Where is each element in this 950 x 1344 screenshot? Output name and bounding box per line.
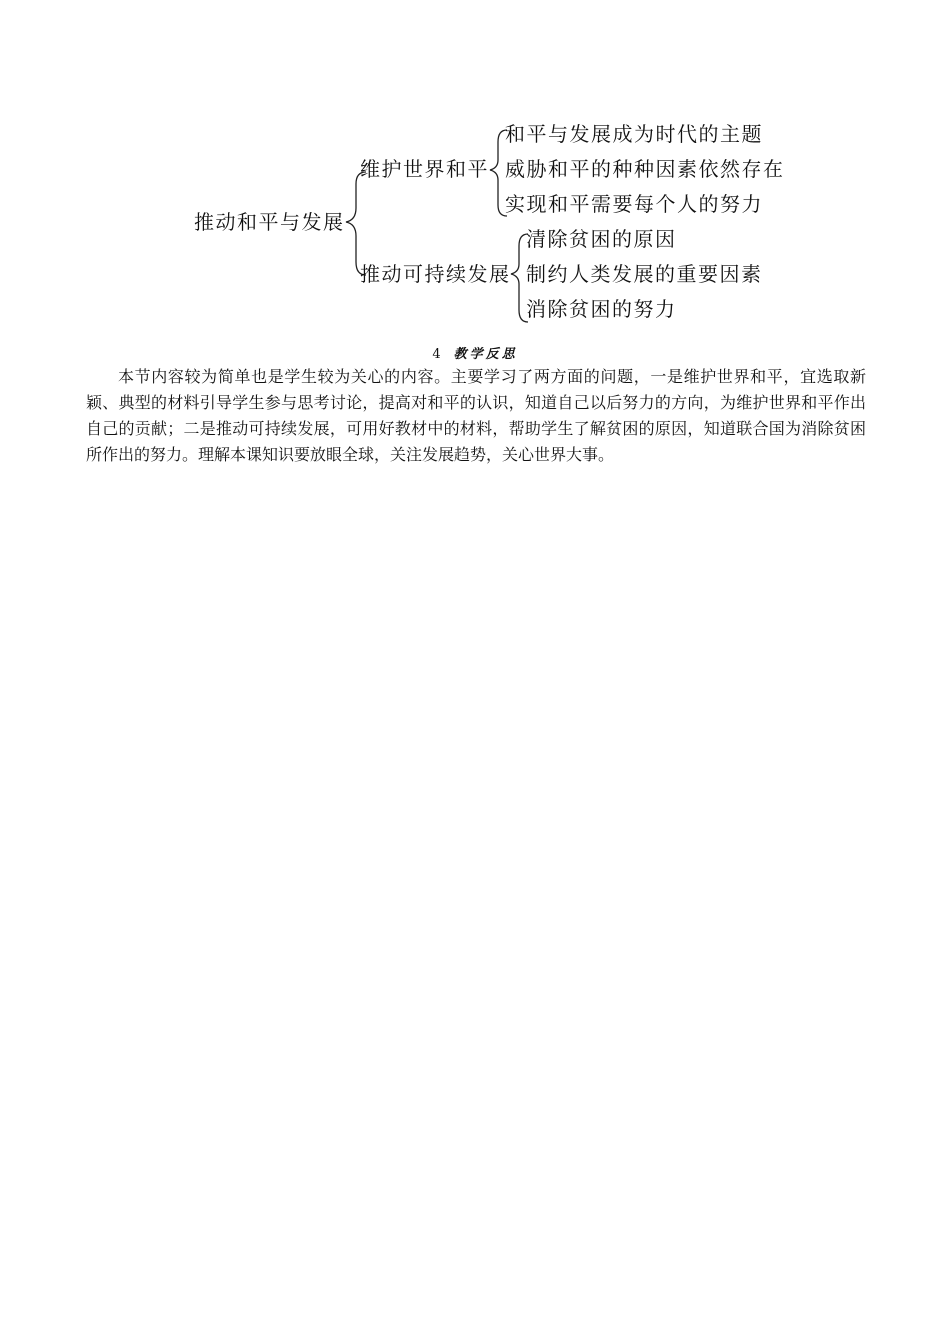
knowledge-structure-diagram [0,0,950,340]
branch-2-label: 推动可持续发展 [360,262,511,286]
branch-1-item-3: 实现和平需要每个人的努力 [505,192,763,216]
branch-1-label: 维护世界和平 [360,157,489,181]
section-title: 教学反思 [453,347,518,362]
reflection-paragraph: 本节内容较为简单也是学生较为关心的内容。主要学习了两方面的问题，一是维护世界和平，宜选取新颖、典型的材料引导学生参与思考讨论，提高对和平的认识，知道自己以后努力的方向，为维护世界和平作出自己的贡献；二是推动可持续发展，可用好教材中的材料，帮助学生了解贫困的原因，知道联合国为消除贫困所作出的努力。理解本课知识要放眼全球，关注发展趋势，关心世界大事。 [86,367,866,464]
branch-2-item-1: 清除贫困的原因 [526,227,677,251]
branch-2-item-3: 消除贫困的努力 [526,297,677,321]
root-node: 推动和平与发展 [194,210,345,234]
section-number: 4 [432,347,444,362]
section-heading [0,343,950,362]
branch-2-item-2: 制约人类发展的重要因素 [526,262,763,286]
branch-1-item-1: 和平与发展成为时代的主题 [505,122,763,146]
branch-1-item-2: 威胁和平的种种因素依然存在 [505,157,785,181]
